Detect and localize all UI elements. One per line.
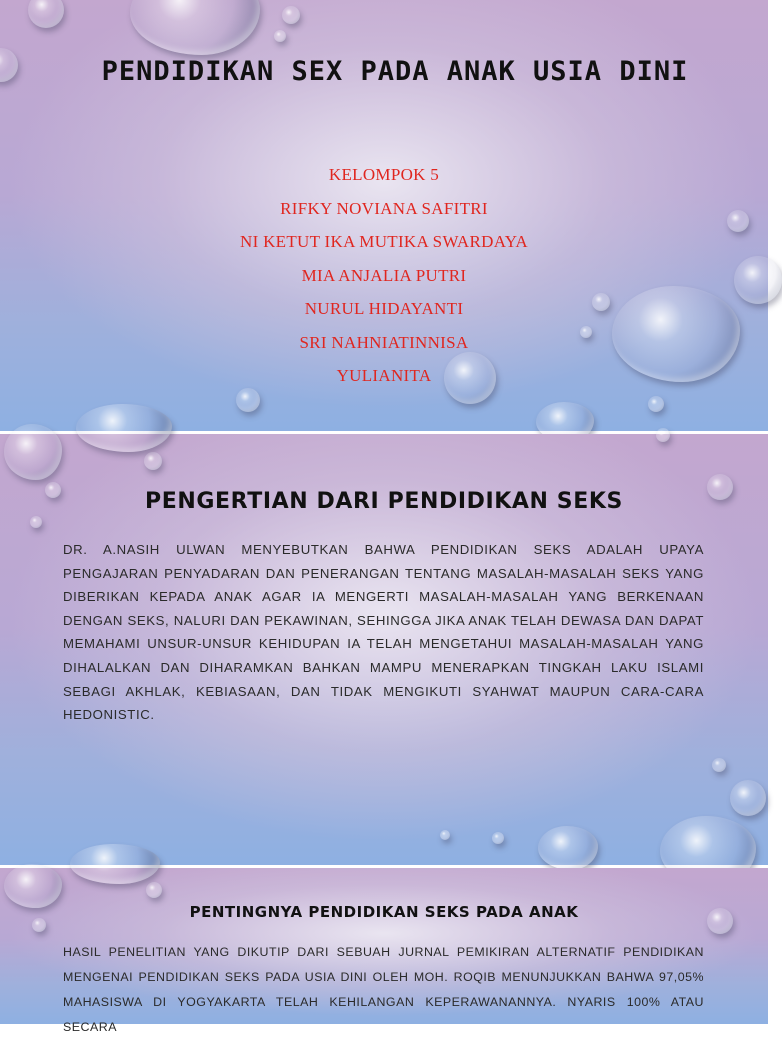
water-drop-decoration xyxy=(274,30,286,42)
water-drop-decoration xyxy=(130,0,260,55)
water-drop-decoration xyxy=(76,404,172,452)
member-name: MIA ANJALIA PUTRI xyxy=(301,265,467,285)
slide-3 xyxy=(0,868,768,1034)
water-drop-decoration xyxy=(28,0,64,28)
group-member-list xyxy=(0,158,768,393)
water-drop-decoration xyxy=(712,758,726,772)
slide-body-text: HASIL PENELITIAN YANG DIKUTIP DARI SEBUAH JURNAL PEMIKIRAN ALTERNATIF PENDIDIKAN MENGENAI PENDIDIKAN SEKS PADA USIA DINI OLEH MOH. ROQIB MENUNJUKKAN BAHWA 97,05% MAHASISWA DI YOGYAKARTA TELAH KEHILANGAN KEPERAWANANNYA. NYARIS 100% ATAU SECARA xyxy=(63,945,704,1034)
slide-heading: PENTINGNYA PENDIDIKAN SEKS PADA ANAK xyxy=(189,903,579,921)
water-drop-decoration xyxy=(70,844,160,884)
presentation-title: PENDIDIKAN SEX PADA ANAK USIA DINI xyxy=(101,56,689,87)
member-name: SRI NAHNIATINNISA xyxy=(299,332,469,352)
water-drop-decoration xyxy=(30,516,42,528)
water-drop-decoration xyxy=(656,428,670,442)
water-drop-decoration xyxy=(730,780,766,816)
water-drop-decoration xyxy=(648,396,664,412)
slide-heading: PENGERTIAN DARI PENDIDIKAN SEKS xyxy=(145,489,623,514)
member-name: YULIANITA xyxy=(336,366,432,385)
water-drop-decoration xyxy=(538,826,598,870)
member-name: RIFKY NOVIANA SAFITRI xyxy=(280,198,488,218)
slide-body-text: DR. A.NASIH ULWAN MENYEBUTKAN BAHWA PENDIDIKAN SEKS ADALAH UPAYA PENGAJARAN PENYADARAN DAN PENERANGAN TENTANG MASALAH-MASALAH SEKS YANG DIBERIKAN KEPADA ANAK AGAR IA MENGERTI MASALAH-MASALAH YANG BERKENAAN DENGAN SEKS, NALURI DAN PEKAWINAN, SEHINGGA JIKA ANAK TELAH DEWASA DAN DAPAT MEMAHAMI UNSUR-UNSUR KEHIDUPAN IA TELAH MENGETAHUI MASALAH-MASALAH YANG DIHALALKAN DAN DIHARAMKAN BAHKAN MAMPU MENERAPKAN TINGKAH LAKU ISLAMI SEBAGI AKHLAK, KEBIASAAN, DAN TIDAK MENGIKUTI SYAHWAT MAUPUN CARA-CARA HEDONISTIC. xyxy=(63,542,704,723)
water-drop-decoration xyxy=(492,832,504,844)
water-drop-decoration xyxy=(4,864,62,908)
group-name: KELOMPOK 5 xyxy=(328,165,440,184)
water-drop-decoration xyxy=(146,882,162,898)
water-drop-decoration xyxy=(282,6,300,24)
member-name: NURUL HIDAYANTI xyxy=(304,299,464,318)
water-drop-decoration xyxy=(440,830,450,840)
water-drop-decoration xyxy=(144,452,162,470)
slide-1 xyxy=(0,0,768,431)
water-drop-decoration xyxy=(0,48,18,82)
slide-2 xyxy=(0,434,768,865)
water-drop-decoration xyxy=(4,424,62,480)
member-name: NI KETUT IKA MUTIKA SWARDAYA xyxy=(240,232,528,251)
